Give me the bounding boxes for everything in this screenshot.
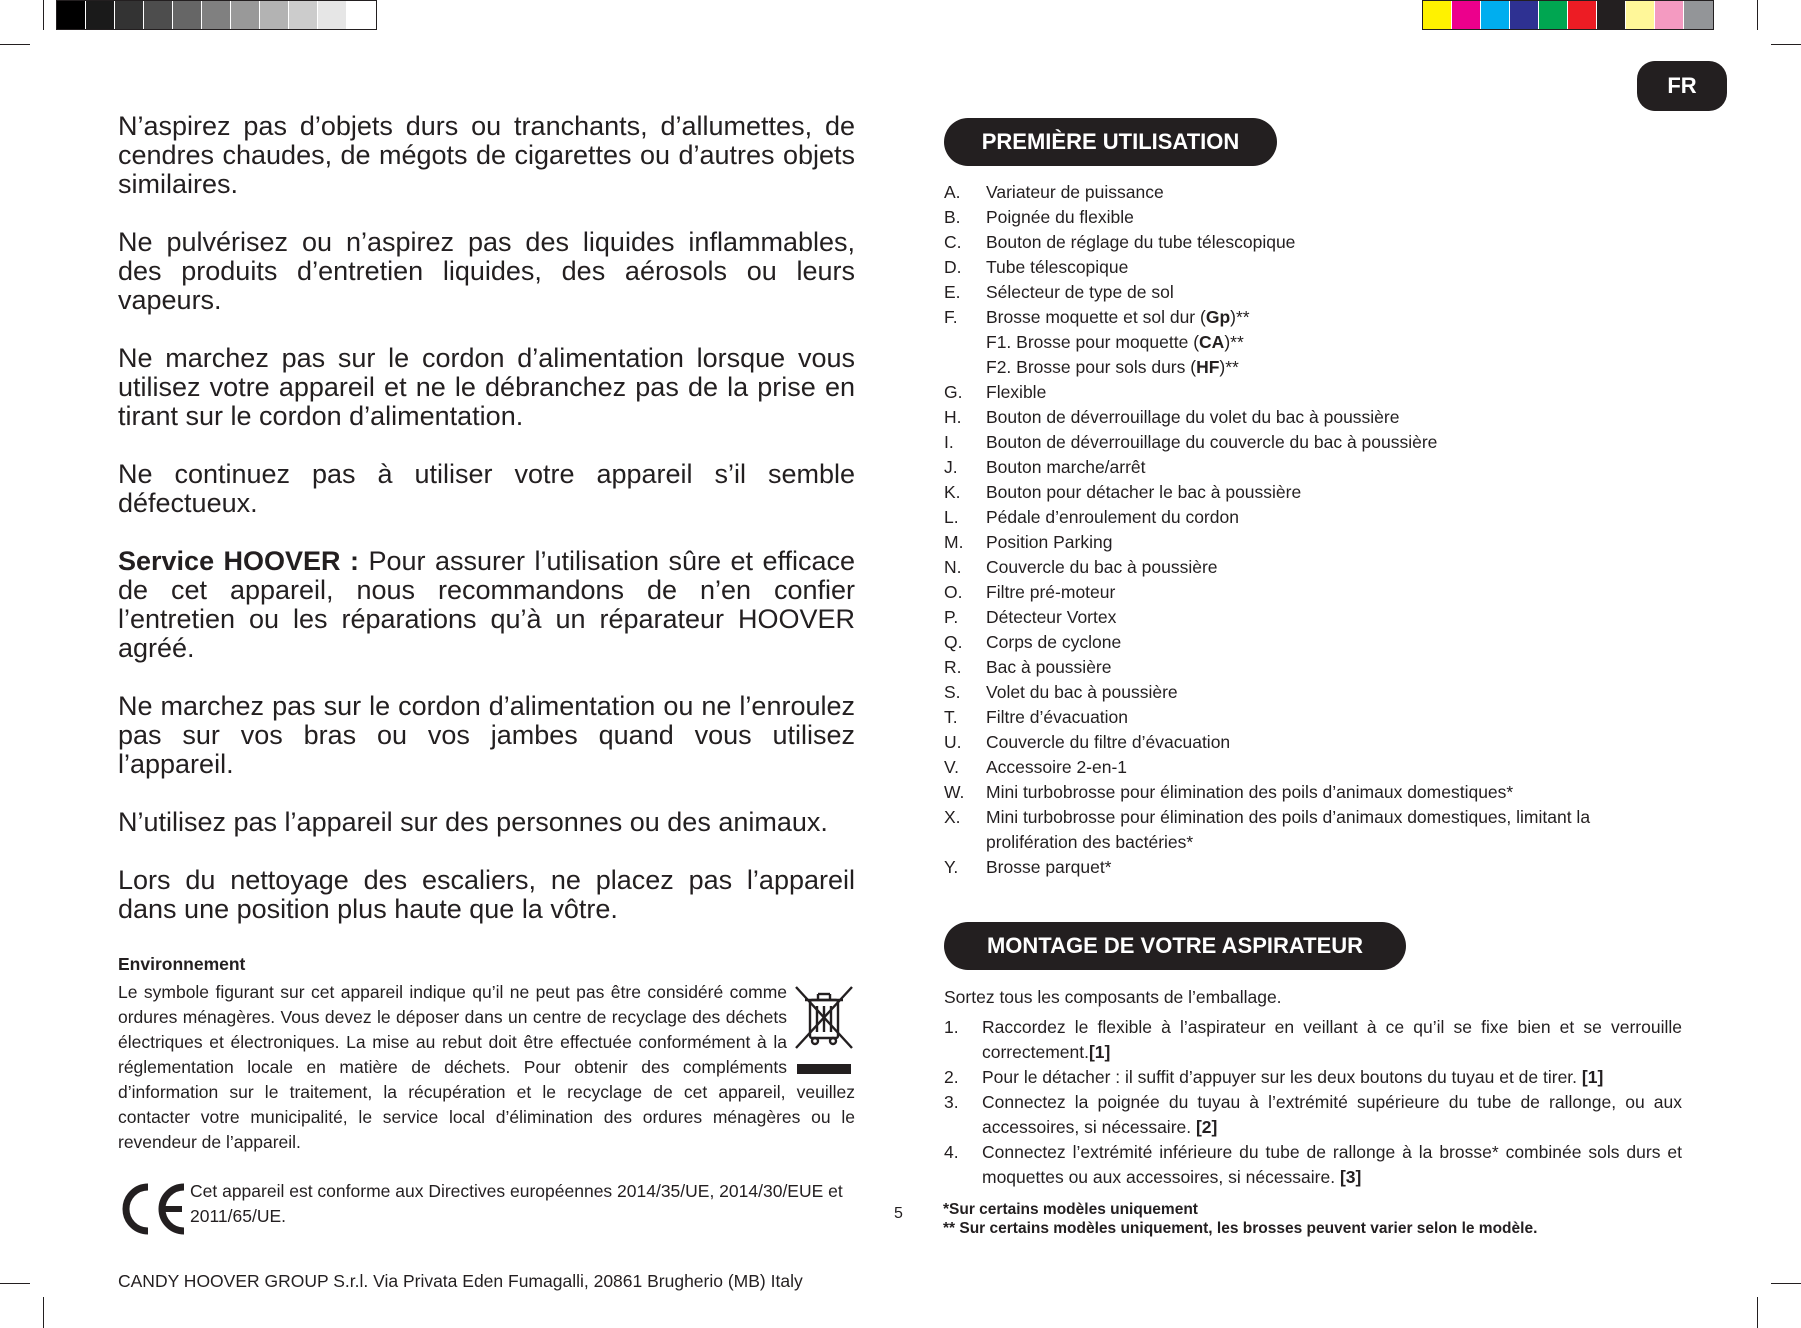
part-label [986,530,1684,555]
step-number: 1. [944,1017,959,1037]
part-text: Pédale d’enroulement du cordon [986,507,1239,527]
process-swatch [1655,1,1684,29]
part-key: F. [944,307,958,327]
part-label [986,605,1684,630]
part-label [986,630,1684,655]
step-number: 2. [944,1067,959,1087]
part-text: Couvercle du bac à poussière [986,557,1218,577]
step-body: Raccordez le flexible à l’aspirateur en veillant à ce qu’il se fixe bien et se verrouille correctement. [982,1017,1682,1062]
grayscale-swatch [202,1,231,29]
part-label [986,230,1684,255]
part-label [986,280,1684,305]
part-key: C. [944,232,962,252]
part-text: Filtre d’évacuation [986,707,1129,727]
part-text: Sélecteur de type de sol [986,282,1174,302]
process-swatch [1452,1,1481,29]
parts-list-item [944,805,1684,855]
assembly-step [944,1015,1682,1065]
parts-list-item [944,755,1684,780]
part-key: O. [944,582,963,602]
process-swatch [1539,1,1568,29]
part-text: Brosse moquette et sol dur ( [986,307,1206,327]
step-number: 4. [944,1142,959,1162]
part-text: Volet du bac à poussière [986,682,1178,702]
part-key: P. [944,607,959,627]
assembly-step [944,1090,1682,1140]
assembly-intro: Sortez tous les composants de l’emballage. [944,987,1282,1007]
part-key: L. [944,507,959,527]
part-label [986,305,1684,330]
company-address: CANDY HOOVER GROUP S.r.l. Via Privata Eden Fumagalli, 20861 Brugherio (MB) Italy [118,1271,803,1291]
assembly-steps [944,1015,1682,1190]
part-text: Bouton de déverrouillage du volet du bac à poussière [986,407,1400,427]
process-swatch [1626,1,1655,29]
step-body: Connectez la poignée du tuyau à l’extrémité supérieure du tube de rallonge, ou aux accessoires, si nécessaire. [982,1092,1682,1137]
step-text [982,1065,1682,1090]
part-key: N. [944,557,962,577]
part-text: Brosse parquet* [986,857,1112,877]
part-key [944,330,986,355]
process-swatch [1423,1,1452,29]
part-label [986,655,1684,680]
part-label [986,755,1684,780]
language-badge: FR [1637,61,1727,111]
part-label [986,380,1684,405]
environment-body: Le symbole figurant sur cet appareil indique qu’il ne peut pas être considéré comme ordures ménagères. Vous devez le déposer dans un centre de recyclage des déchets électriques et électroniques. La mise au rebut doit être effectuée conformément à la réglementation locale en matière de déchets. Pour obtenir des compléments d’information sur le traitement, la récupération et le recyclage de cet appareil, veuillez contacter votre municipalité, le service local d’élimination des ordures ménagères ou le revendeur de l’appareil. [118,982,855,1152]
part-label [986,705,1684,730]
parts-list-item [944,330,1684,355]
part-label [986,680,1684,705]
section-title-assembly: MONTAGE DE VOTRE ASPIRATEUR [944,922,1406,970]
part-label [986,555,1684,580]
footnote-1: *Sur certains modèles uniquement [943,1201,1198,1218]
parts-list-item [944,355,1684,380]
part-key: H. [944,407,962,427]
parts-list [944,180,1684,880]
part-label [986,330,1684,355]
parts-list-item [944,780,1684,805]
part-text: Flexible [986,382,1047,402]
part-text: Bouton pour détacher le bac à poussière [986,482,1302,502]
part-text: Bouton marche/arrêt [986,457,1146,477]
parts-list-item [944,530,1684,555]
crop-mark [1757,1297,1758,1328]
figure-reference: [2] [1195,1117,1218,1137]
crop-mark [1757,0,1758,30]
weee-bin-icon [793,984,855,1076]
part-label [986,805,1684,855]
part-key: G. [944,382,963,402]
part-key: B. [944,207,961,227]
section-title-first-use: PREMIÈRE UTILISATION [944,118,1277,166]
figure-reference: [3] [1339,1167,1362,1187]
part-label [986,580,1684,605]
part-key: I. [944,432,954,452]
grayscale-swatch [173,1,202,29]
part-key [944,355,986,380]
part-text: Filtre pré-moteur [986,582,1116,602]
safety-paragraph: Lors du nettoyage des escaliers, ne placez pas l’appareil dans une position plus haute que la vôtre. [118,865,855,924]
part-label [986,355,1684,380]
part-label [986,255,1684,280]
step-number: 3. [944,1092,959,1112]
parts-list-item [944,230,1684,255]
part-text: Tube télescopique [986,257,1129,277]
grayscale-swatch [318,1,347,29]
environment-text [118,980,855,1155]
part-key: D. [944,257,962,277]
part-text: F2. Brosse pour sols durs ( [986,357,1197,377]
process-swatch [1684,1,1713,29]
process-color-bar [1422,0,1714,30]
part-code: CA [1199,332,1225,352]
footnote-2: ** Sur certains modèles uniquement, les brosses peuvent varier selon le modèle. [943,1220,1538,1237]
safety-paragraph: Ne marchez pas sur le cordon d’alimentation lorsque vous utilisez votre appareil et ne le débranchez pas de la prise en tirant sur le cordon d’alimentation. [118,343,855,431]
parts-list-item [944,505,1684,530]
parts-list-item [944,655,1684,680]
parts-list-item [944,555,1684,580]
step-body: Pour le détacher : il suffit d’appuyer sur les deux boutons du tuyau et de tirer. [982,1067,1582,1087]
crop-mark [43,1297,44,1328]
parts-list-item [944,630,1684,655]
part-text: Mini turbobrosse pour élimination des poils d’animaux domestiques* [986,782,1514,802]
parts-list-item [944,580,1684,605]
process-swatch [1568,1,1597,29]
part-key: Y. [944,857,959,877]
ce-conformity [118,1179,855,1239]
parts-list-item [944,730,1684,755]
part-suffix: )** [1230,307,1250,327]
crop-mark [1771,44,1801,45]
safety-paragraph: N’utilisez pas l’appareil sur des personnes ou des animaux. [118,807,828,837]
part-label [986,205,1684,230]
part-text: Variateur de puissance [986,182,1164,202]
part-key: Q. [944,632,963,652]
crop-mark [1771,1283,1801,1284]
grayscale-swatch [231,1,260,29]
grayscale-swatch [57,1,86,29]
part-key: J. [944,457,958,477]
assembly-step [944,1065,1682,1090]
parts-list-item [944,180,1684,205]
part-label [986,780,1684,805]
grayscale-swatch [289,1,318,29]
part-key: E. [944,282,961,302]
grayscale-swatch [115,1,144,29]
parts-list-item [944,405,1684,430]
part-text: Corps de cyclone [986,632,1122,652]
step-text [982,1015,1682,1065]
parts-list-item [944,455,1684,480]
part-key: M. [944,532,964,552]
part-text: Position Parking [986,532,1113,552]
parts-list-item [944,705,1684,730]
parts-list-item [944,280,1684,305]
part-label [986,505,1684,530]
part-label [986,180,1684,205]
parts-list-item [944,305,1684,330]
part-key: T. [944,707,958,727]
ce-mark-icon [118,1179,190,1239]
part-text: Bac à poussière [986,657,1112,677]
process-swatch [1481,1,1510,29]
assembly-step [944,1140,1682,1190]
part-key: W. [944,782,965,802]
part-code: HF [1196,357,1220,377]
part-code: Gp [1205,307,1231,327]
page-number: 5 [894,1205,903,1222]
part-suffix: )** [1224,332,1244,352]
service-label: Service HOOVER : [118,546,360,576]
parts-list-item [944,680,1684,705]
safety-paragraph: N’aspirez pas d’objets durs ou tranchants, d’allumettes, de cendres chaudes, de mégots de cigarettes ou d’autres objets similaires. [118,111,855,199]
part-label [986,455,1684,480]
grayscale-swatch [347,1,376,29]
parts-list-item [944,605,1684,630]
parts-list-item [944,855,1684,880]
part-key: U. [944,732,962,752]
part-key: X. [944,807,961,827]
part-text: Couvercle du filtre d’évacuation [986,732,1231,752]
grayscale-swatch [86,1,115,29]
grayscale-color-bar [56,0,377,30]
safety-paragraph: Ne pulvérisez ou n’aspirez pas des liquides inflammables, des produits d’entretien liquides, des aérosols ou leurs vapeurs. [118,227,855,315]
figure-reference: [1] [1088,1042,1111,1062]
process-swatch [1510,1,1539,29]
part-text: Accessoire 2-en-1 [986,757,1128,777]
part-label [986,730,1684,755]
grayscale-swatch [260,1,289,29]
step-body: Connectez l’extrémité inférieure du tube de rallonge à la brosse* combinée sols durs et moquettes ou aux accessoires, si nécessaire. [982,1142,1682,1187]
part-key: S. [944,682,961,702]
part-key: V. [944,757,959,777]
service-paragraph [118,547,855,663]
parts-list-item [944,430,1684,455]
step-text [982,1090,1682,1140]
part-text: Détecteur Vortex [986,607,1117,627]
service-text: Pour assurer l’utilisation sûre et efficace de cet appareil, nous recommandons de n’en confier l’entretien ou les réparations qu’à un réparateur HOOVER agréé. [118,546,856,663]
parts-list-item [944,480,1684,505]
ce-text: Cet appareil est conforme aux Directives européennes 2014/35/UE, 2014/30/EUE et 2011/65/UE. [190,1181,843,1226]
process-swatch [1597,1,1626,29]
part-key: R. [944,657,962,677]
parts-list-item [944,380,1684,405]
grayscale-swatch [144,1,173,29]
safety-column [118,112,855,1294]
parts-list-item [944,205,1684,230]
environment-title: Environnement [118,954,246,974]
crop-mark [0,44,30,45]
part-key: A. [944,182,961,202]
figure-reference: [1] [1581,1067,1604,1087]
crop-mark [43,0,44,30]
safety-paragraph: Ne continuez pas à utiliser votre appareil s’il semble défectueux. [118,459,855,518]
safety-paragraph: Ne marchez pas sur le cordon d’alimentation ou ne l’enroulez pas sur vos bras ou vos jambes quand vous utilisez l’appareil. [118,691,855,779]
part-text: Bouton de réglage du tube télescopique [986,232,1296,252]
part-label [986,855,1684,880]
footnotes [943,1200,1537,1238]
part-text: Bouton de déverrouillage du couvercle du bac à poussière [986,432,1438,452]
part-label [986,480,1684,505]
part-suffix: )** [1219,357,1239,377]
part-text: Mini turbobrosse pour élimination des poils d’animaux domestiques, limitant la prolifération des bactéries* [986,807,1591,852]
part-key: K. [944,482,961,502]
part-label [986,405,1684,430]
step-text [982,1140,1682,1190]
crop-mark [0,1283,30,1284]
parts-list-item [944,255,1684,280]
part-label [986,430,1684,455]
part-text: Poignée du flexible [986,207,1134,227]
part-text: F1. Brosse pour moquette ( [986,332,1200,352]
